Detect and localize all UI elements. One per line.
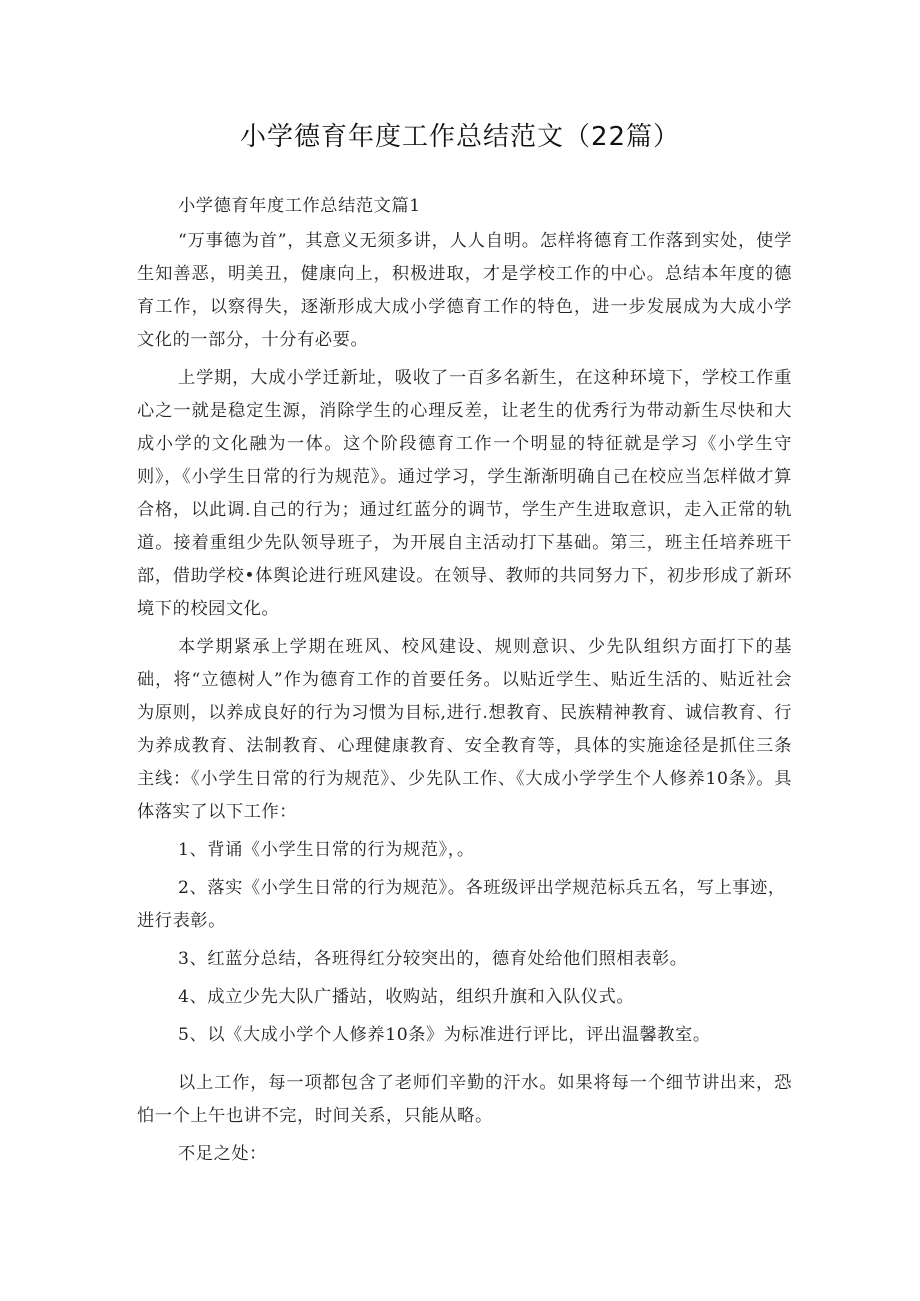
paragraph-1: “万事德为首”，其意义无须多讲，人人自明。怎样将德育工作落到实处，使学生知善恶，明美丑，健康向上，积极进取，才是学校工作的中心。总结本年度的德育工作，以察得失，逐渐形成大成小学德育工作的特色，进一步发展成为大成小学文化的一部分，十分有必要。 xyxy=(137,231,792,350)
list-item-4: 4、成立少先大队广播站，收购站，组织升旗和入队仪式。 xyxy=(178,987,635,1007)
paragraph-3: 本学期紧承上学期在班风、校风建设、规则意识、少先队组织方面打下的基础，将“立德树人”作为德育工作的首要任务。以贴近学生、贴近生活的、贴近社会为原则，以养成良好的行为习惯为目标,进行.想教育、民族精神教育、诚信教育、行为养成教育、法制教育、心理健康教育、安全教育等，具体的实施途径是抓住三条主线：《小学生日常的行为规范》、少先队工作、《大成小学学生个人修养10条》。具体落实了以下工作： xyxy=(137,637,792,822)
closing-paragraph: 以上工作，每一项都包含了老师们辛勤的汗水。如果将每一个细节讲出来，恐怕一个上午也讲不完，时间关系，只能从略。 xyxy=(137,1073,792,1126)
document-title: 小学德育年度工作总结范文（22篇） xyxy=(239,122,681,152)
list-item-3: 3、红蓝分总结，各班得红分较突出的，德育处给他们照相表彰。 xyxy=(178,949,688,969)
list-item-1: 1、背诵《小学生日常的行为规范》，。 xyxy=(178,840,475,860)
paragraph-2: 上学期，大成小学迁新址，吸收了一百多名新生，在这种环境下，学校工作重心之一就是稳定生源，消除学生的心理反差，让老生的优秀行为带动新生尽快和大成小学的文化融为一体。这个阶段德育工作一个明显的特征就是学习《小学生守则》，《小学生日常的行为规范》。通过学习，学生渐渐明确自己在校应当怎样做才算合格，以此调.自己的行为；通过红蓝分的调节，学生产生进取意识，走入正常的轨道。接着重组少先队领导班子，为开展自主活动打下基础。第三，班主任培养班干部，借助学校•体舆论进行班风建设。在领导、教师的共同努力下，初步形成了新环境下的校园文化。 xyxy=(137,368,792,619)
document-body xyxy=(137,190,792,1173)
list-item-5: 5、以《大成小学个人修养10条》为标准进行评比，评出温馨教室。 xyxy=(178,1025,711,1045)
list-item-2: 2、落实《小学生日常的行为规范》。各班级评出学规范标兵五名，写上事迹，进行表彰。 xyxy=(137,878,786,931)
shortcomings-heading: 不足之处： xyxy=(178,1144,267,1164)
section-heading: 小学德育年度工作总结范文篇1 xyxy=(178,196,421,216)
